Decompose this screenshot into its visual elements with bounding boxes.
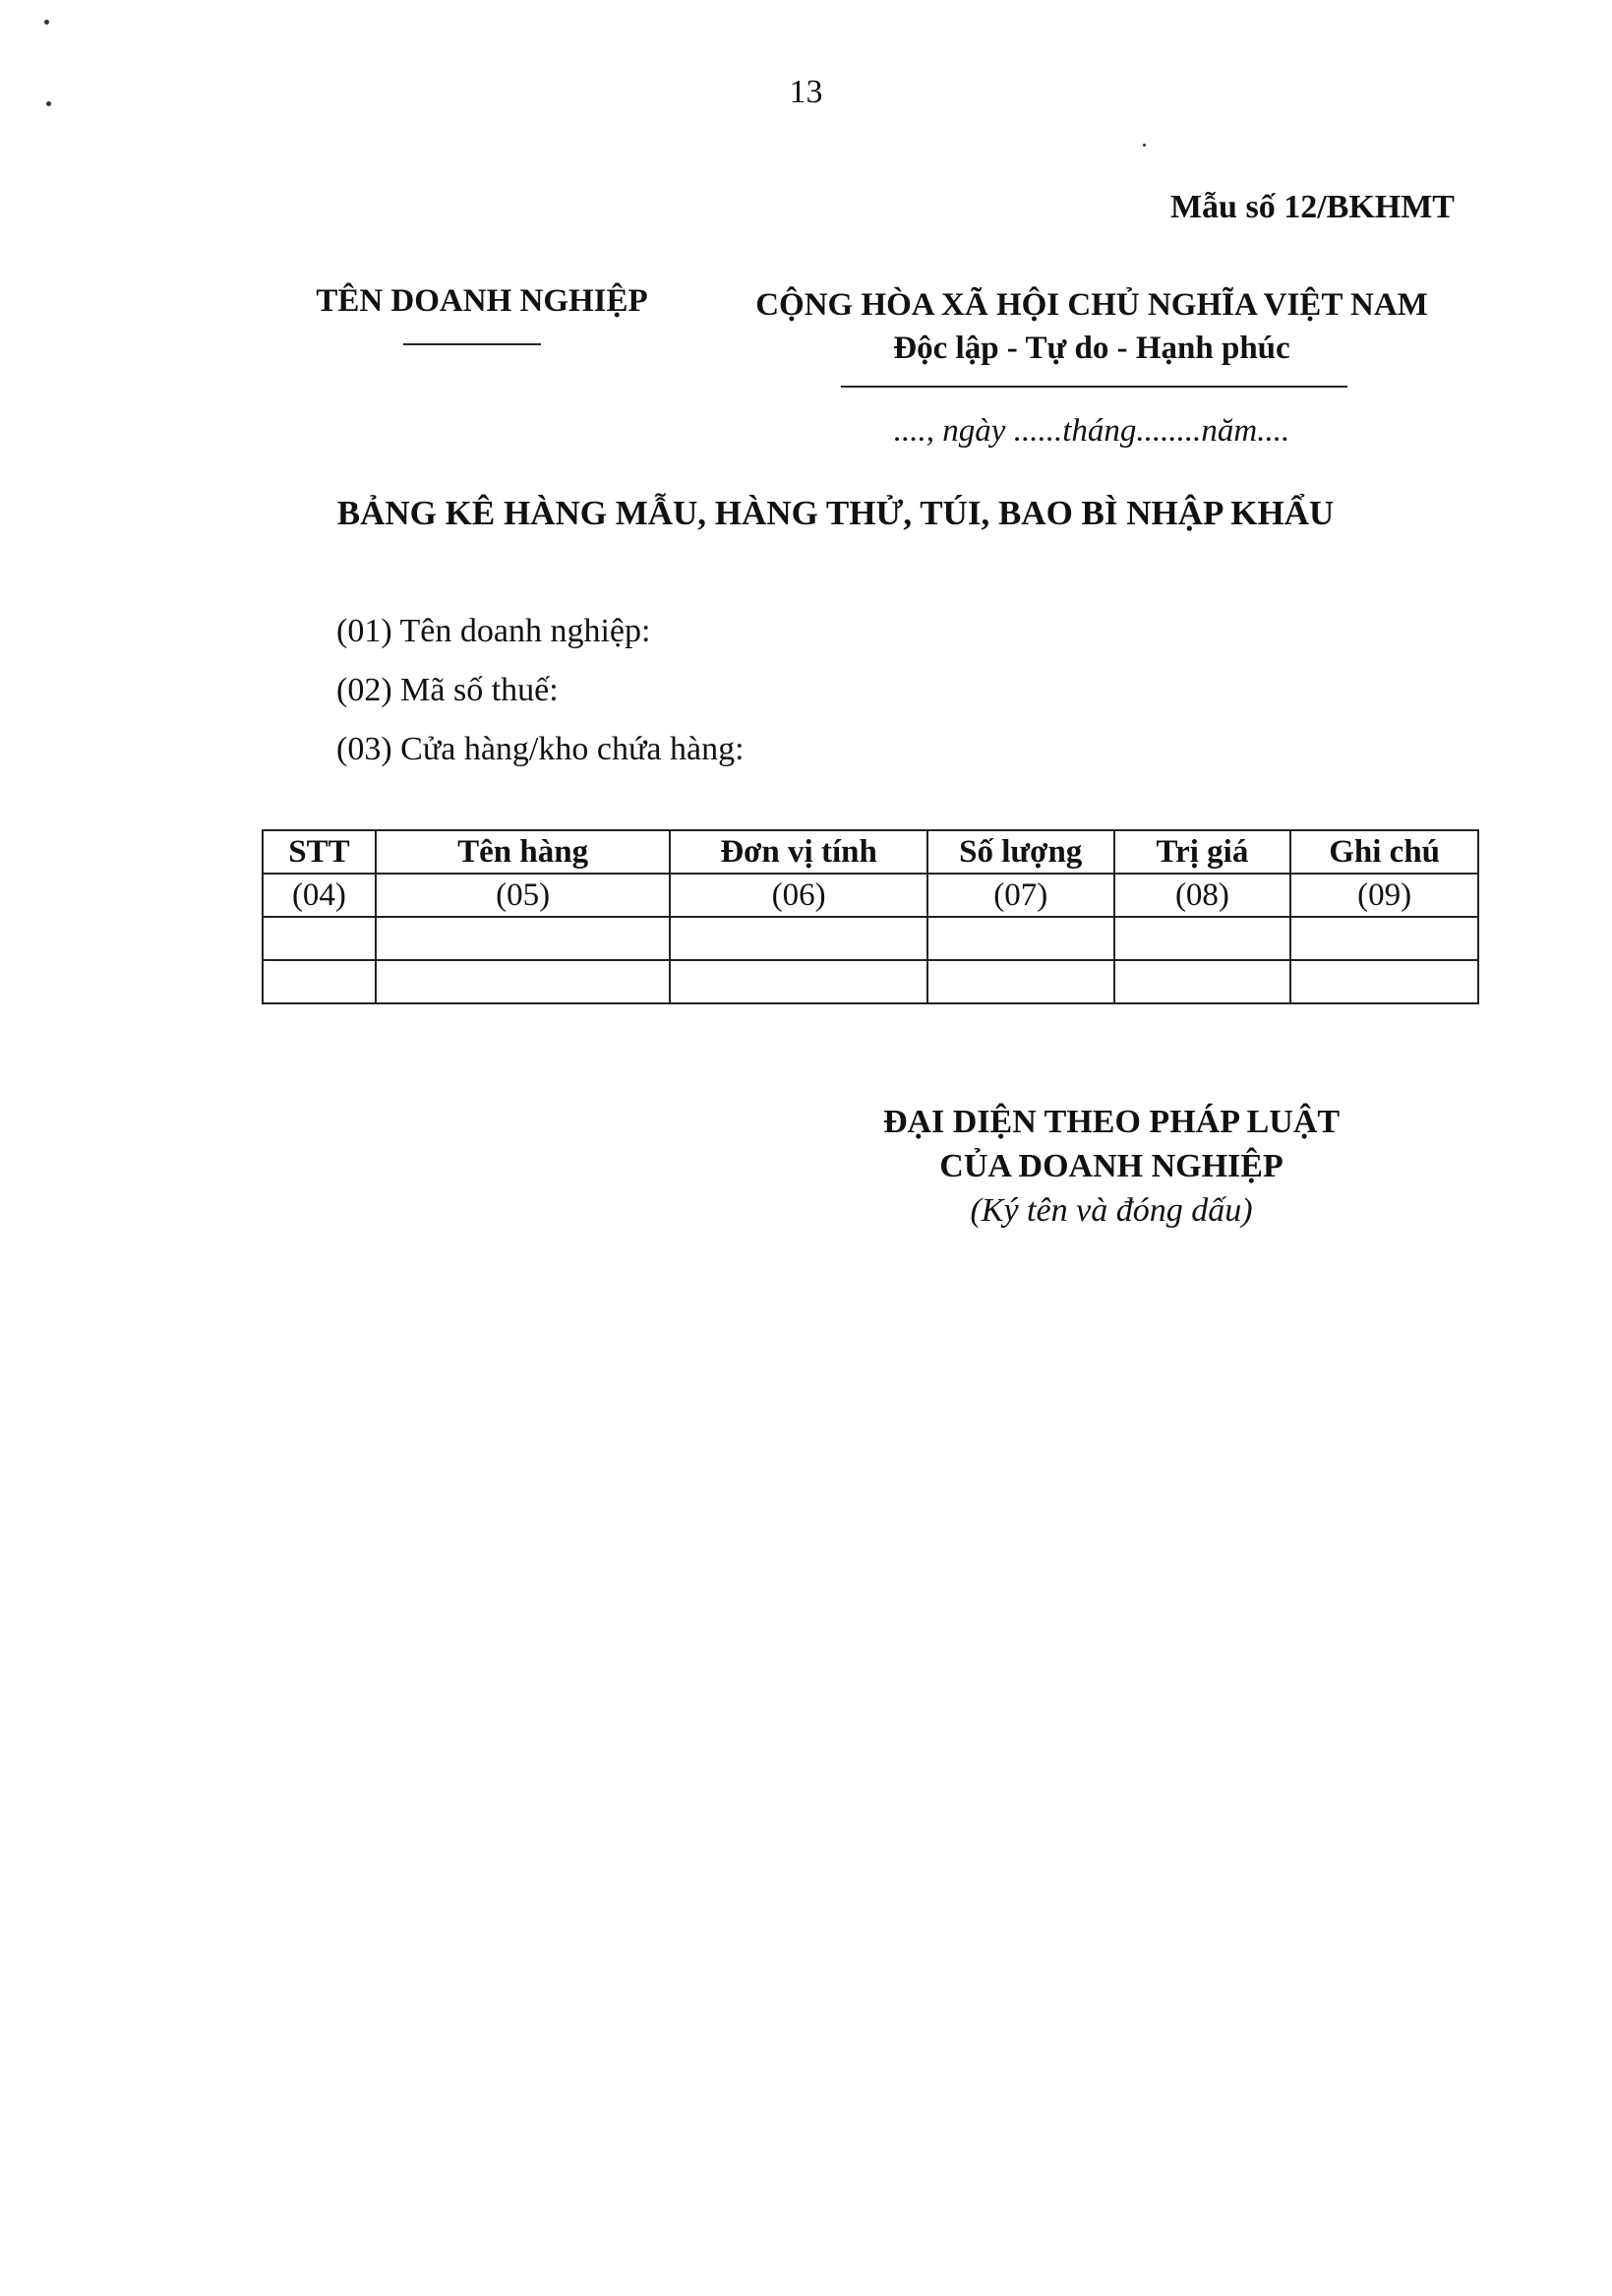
scan-speck (1143, 144, 1146, 147)
code-cell: (08) (1114, 874, 1291, 917)
company-underline (403, 343, 541, 345)
table-header-row (263, 830, 1478, 874)
info-fields (336, 602, 745, 779)
code-cell: (09) (1290, 874, 1478, 917)
field-tax-code: (02) Mã số thuế: (336, 672, 559, 708)
table-row (263, 960, 1478, 1003)
nation-title: CỘNG HÒA XÃ HỘI CHỦ NGHĨA VIỆT NAM (755, 287, 1428, 323)
scan-speck (44, 20, 49, 25)
scan-speck (46, 101, 51, 106)
motto-underline (841, 386, 1347, 388)
field-company-name: (01) Tên doanh nghiệp: (336, 613, 651, 649)
signature-title-line2: CỦA DOANH NGHIỆP (939, 1148, 1284, 1184)
empty-cell (1290, 917, 1478, 960)
header-cell: Đơn vị tính (670, 830, 927, 874)
code-cell: (05) (376, 874, 670, 917)
header-cell: Ghi chú (1290, 830, 1478, 874)
table-row (263, 917, 1478, 960)
empty-cell (263, 960, 376, 1003)
empty-cell (1114, 960, 1291, 1003)
nation-motto: Độc lập - Tự do - Hạnh phúc (893, 331, 1290, 366)
field-store-warehouse: (03) Cửa hàng/kho chứa hàng: (336, 731, 745, 767)
table-code-row (263, 874, 1478, 917)
header-cell: STT (263, 830, 376, 874)
code-cell: (04) (263, 874, 376, 917)
page-number: 13 (789, 74, 823, 110)
empty-cell (927, 960, 1114, 1003)
empty-cell (1114, 917, 1291, 960)
header-cell: Số lượng (927, 830, 1114, 874)
empty-cell (670, 917, 927, 960)
header-cell: Trị giá (1114, 830, 1291, 874)
code-cell: (06) (670, 874, 927, 917)
date-line: ...., ngày ......tháng........năm.... (893, 413, 1290, 449)
empty-cell (376, 917, 670, 960)
code-cell: (07) (927, 874, 1114, 917)
national-header (688, 283, 1495, 370)
signature-block (816, 1100, 1406, 1233)
company-name-header: TÊN DOANH NGHIỆP (316, 283, 648, 319)
signature-title-line1: ĐẠI DIỆN THEO PHÁP LUẬT (882, 1104, 1341, 1140)
empty-cell (670, 960, 927, 1003)
empty-cell (376, 960, 670, 1003)
empty-cell (927, 917, 1114, 960)
signature-note: (Ký tên và đóng dấu) (970, 1192, 1253, 1229)
empty-cell (1290, 960, 1478, 1003)
form-code: Mẫu số 12/BKHMT (1169, 189, 1455, 225)
goods-table (262, 829, 1479, 1004)
document-title: BẢNG KÊ HÀNG MẪU, HÀNG THỬ, TÚI, BAO BÌ NHẬP KHẨU (336, 494, 1335, 532)
empty-cell (263, 917, 376, 960)
header-cell: Tên hàng (376, 830, 670, 874)
